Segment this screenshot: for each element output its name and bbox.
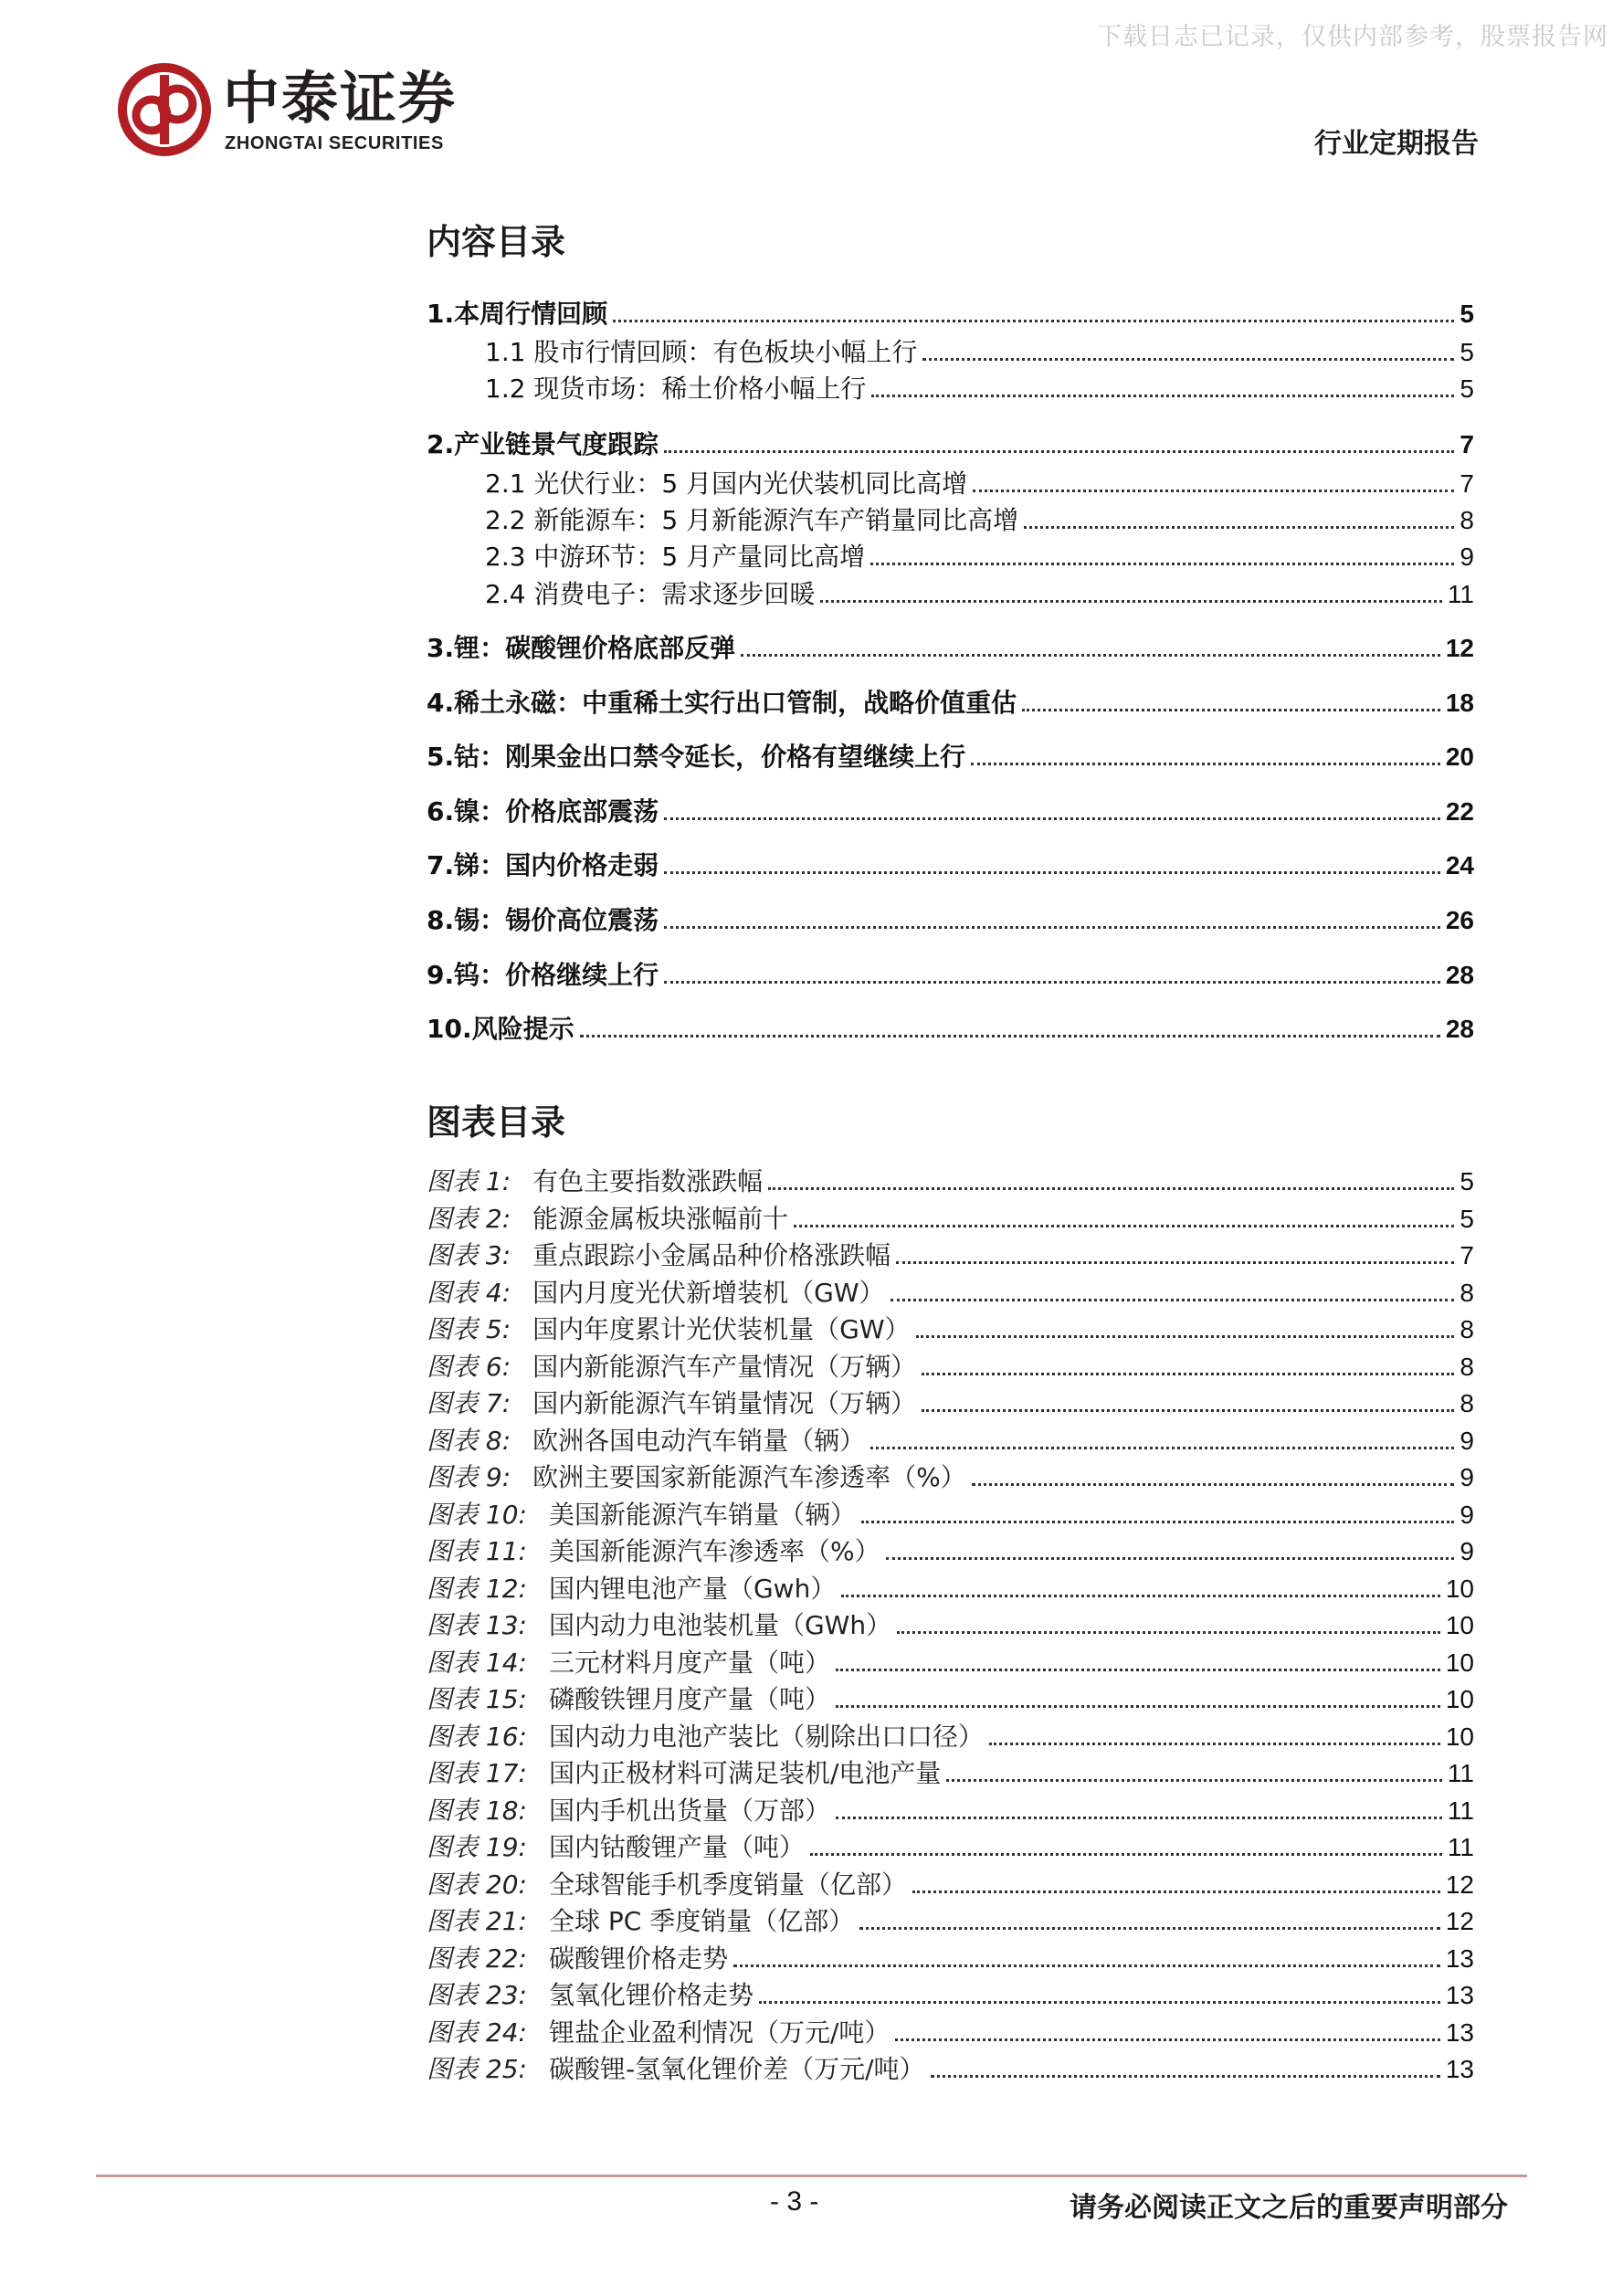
figure-leader-dots bbox=[916, 1335, 1455, 1338]
toc-leader-dots bbox=[664, 926, 1440, 929]
figure-number: 图表 11: bbox=[427, 1536, 527, 1566]
figure-entry-label bbox=[427, 1349, 916, 1385]
company-logo bbox=[117, 62, 501, 163]
figure-entry[interactable] bbox=[427, 2015, 1474, 2051]
figure-entry-page: 12 bbox=[1445, 1870, 1474, 1899]
toc-leader-dots bbox=[664, 817, 1440, 820]
figure-leader-dots bbox=[841, 1595, 1440, 1597]
toc-entry-page: 22 bbox=[1445, 797, 1474, 826]
figure-title: 美国新能源汽车销量（辆） bbox=[548, 1500, 856, 1530]
figure-entry[interactable] bbox=[427, 1941, 1474, 1977]
figure-title: 国内年度累计光伏装机量（GW） bbox=[532, 1314, 911, 1344]
toc-entry[interactable] bbox=[427, 630, 1474, 667]
toc-entry-page: 26 bbox=[1445, 906, 1474, 934]
figure-number: 图表 3: bbox=[427, 1240, 511, 1270]
figure-leader-dots bbox=[859, 1927, 1440, 1930]
toc-leader-dots bbox=[1022, 709, 1440, 711]
figure-title: 国内锂电池产量（Gwh） bbox=[548, 1574, 837, 1604]
figure-title: 国内正极材料可满足装机/电池产量 bbox=[548, 1758, 942, 1788]
figure-leader-dots bbox=[895, 2038, 1439, 2041]
figure-entry[interactable] bbox=[427, 1681, 1474, 1718]
figure-entry[interactable] bbox=[427, 1201, 1474, 1238]
figure-title: 欧洲主要国家新能源汽车渗透率（%） bbox=[532, 1462, 966, 1492]
figure-number: 图表 14: bbox=[427, 1648, 527, 1678]
figure-title: 磷酸铁锂月度产量（吨） bbox=[548, 1684, 830, 1714]
toc-entry-label: 2.3 中游环节：5 月产量同比高增 bbox=[485, 542, 866, 572]
figure-number: 图表 12: bbox=[427, 1574, 527, 1604]
footer-divider bbox=[96, 2175, 1527, 2177]
figure-entry-page: 10 bbox=[1445, 1575, 1474, 1603]
figure-number: 图表 4: bbox=[427, 1278, 511, 1308]
figure-entry[interactable] bbox=[427, 1459, 1474, 1496]
figure-title: 国内新能源汽车产量情况（万辆） bbox=[532, 1352, 917, 1382]
figure-leader-dots bbox=[759, 2001, 1440, 2004]
figure-number: 图表 16: bbox=[427, 1722, 527, 1752]
toc-entry-label: 1.1 股市行情回顾：有色板块小幅上行 bbox=[485, 337, 918, 367]
toc-entry-label: 9.钨：价格继续上行 bbox=[427, 960, 659, 990]
figure-title: 重点跟踪小金属品种价格涨跌幅 bbox=[532, 1240, 891, 1270]
figure-number: 图表 22: bbox=[427, 1943, 527, 1974]
toc-entry[interactable] bbox=[485, 466, 1474, 502]
figure-title: 碳酸锂-氢氧化锂价差（万元/吨） bbox=[548, 2054, 925, 2084]
figure-number: 图表 20: bbox=[427, 1869, 527, 1900]
figure-entry-label bbox=[427, 1201, 788, 1238]
toc-entry-page: 7 bbox=[1460, 430, 1474, 458]
figure-entry[interactable] bbox=[427, 1349, 1474, 1385]
figure-entry[interactable] bbox=[427, 1645, 1474, 1681]
toc-entry-label: 4.稀土永磁：中重稀土实行出口管制，战略价值重估 bbox=[427, 688, 1017, 718]
figure-entry[interactable] bbox=[427, 1423, 1474, 1459]
figure-entry-page: 5 bbox=[1460, 1205, 1474, 1233]
toc-leader-dots bbox=[870, 563, 1454, 565]
disclaimer-text: 请务必阅读正文之后的重要声明部分 bbox=[1070, 2192, 1508, 2224]
figure-entry-label bbox=[427, 1977, 754, 2014]
figure-entry-label bbox=[427, 1681, 830, 1718]
figure-entry[interactable] bbox=[427, 1903, 1474, 1940]
figure-entry[interactable] bbox=[427, 1867, 1474, 1903]
figure-number: 图表 1: bbox=[427, 1166, 511, 1196]
figure-leader-dots bbox=[912, 1891, 1440, 1893]
zhongtai-logo-icon bbox=[117, 62, 212, 157]
figure-entry-label bbox=[427, 1607, 891, 1644]
figure-entry-page: 9 bbox=[1460, 1463, 1474, 1491]
figure-number: 图表 9: bbox=[427, 1462, 511, 1492]
figure-entry[interactable] bbox=[427, 1607, 1474, 1644]
toc-entry-label: 3.锂：碳酸锂价格底部反弹 bbox=[427, 633, 736, 663]
figure-title: 能源金属板块涨幅前十 bbox=[532, 1204, 789, 1234]
watermark: 下载日志已记录，仅供内部参考，股票报告网 bbox=[1097, 23, 1608, 51]
toc-leader-dots bbox=[741, 654, 1440, 657]
figure-entry-label bbox=[427, 1941, 728, 1977]
figure-entry-page: 8 bbox=[1460, 1315, 1474, 1343]
figure-entry[interactable] bbox=[427, 1164, 1474, 1200]
figure-leader-dots bbox=[836, 1669, 1440, 1671]
toc-entry[interactable] bbox=[485, 539, 1474, 575]
toc-entry[interactable] bbox=[427, 739, 1474, 775]
figure-entry-label bbox=[427, 1497, 856, 1533]
figure-leader-dots bbox=[794, 1225, 1454, 1227]
figure-entry-page: 13 bbox=[1445, 1944, 1474, 1973]
figure-entry-label bbox=[427, 1571, 836, 1607]
toc-entry-label: 2.1 光伏行业：5 月国内光伏装机同比高增 bbox=[485, 469, 968, 499]
toc-entry-page: 8 bbox=[1460, 506, 1474, 534]
figure-leader-dots bbox=[861, 1521, 1454, 1523]
figure-entry-label bbox=[427, 1903, 854, 1940]
figure-entry-label bbox=[427, 1533, 880, 1570]
toc-leader-dots bbox=[613, 320, 1454, 322]
figure-entry-page: 11 bbox=[1447, 1759, 1474, 1787]
figure-number: 图表 6: bbox=[427, 1352, 511, 1382]
figure-leader-dots bbox=[896, 1261, 1454, 1264]
figure-number: 图表 25: bbox=[427, 2054, 527, 2084]
figure-leader-dots bbox=[922, 1409, 1454, 1412]
figure-title: 全球 PC 季度销量（亿部） bbox=[548, 1906, 855, 1936]
figure-entry[interactable] bbox=[427, 1533, 1474, 1570]
page-number: - 3 - bbox=[770, 2186, 819, 2217]
figure-leader-dots bbox=[886, 1557, 1455, 1560]
figure-entry-label bbox=[427, 1645, 830, 1681]
figure-entry-label bbox=[427, 1719, 984, 1755]
toc-entry[interactable] bbox=[485, 576, 1474, 613]
figure-entry-page: 11 bbox=[1447, 1796, 1474, 1825]
figure-number: 图表 5: bbox=[427, 1314, 511, 1344]
figure-title: 锂盐企业盈利情况（万元/吨） bbox=[548, 2017, 891, 2048]
toc-entry-page: 20 bbox=[1445, 743, 1474, 771]
figure-number: 图表 23: bbox=[427, 1980, 527, 2010]
figure-entry[interactable] bbox=[427, 1829, 1474, 1866]
figure-number: 图表 13: bbox=[427, 1610, 527, 1640]
toc-leader-dots bbox=[871, 395, 1454, 397]
figure-entry[interactable] bbox=[427, 1238, 1474, 1274]
figure-entry-label bbox=[427, 1275, 885, 1311]
figure-number: 图表 21: bbox=[427, 1906, 527, 1936]
toc-entry-label: 2.产业链景气度跟踪 bbox=[427, 429, 659, 459]
figure-entry[interactable] bbox=[427, 1793, 1474, 1829]
toc-entry-label: 1.本周行情回顾 bbox=[427, 299, 608, 329]
figure-entry-page: 8 bbox=[1460, 1389, 1474, 1417]
toc-leader-dots bbox=[580, 1035, 1440, 1037]
figure-entry[interactable] bbox=[427, 1311, 1474, 1348]
figure-title: 国内动力电池装机量（GWh） bbox=[548, 1610, 892, 1640]
figure-number: 图表 19: bbox=[427, 1832, 527, 1862]
figure-number: 图表 8: bbox=[427, 1426, 511, 1456]
toc-entry-label: 1.2 现货市场：稀土价格小幅上行 bbox=[485, 374, 867, 404]
figure-number: 图表 2: bbox=[427, 1204, 511, 1234]
toc-entry[interactable] bbox=[427, 685, 1474, 721]
toc-entry-page: 7 bbox=[1460, 469, 1474, 498]
figure-entry-page: 8 bbox=[1460, 1279, 1474, 1307]
toc-entry[interactable] bbox=[427, 794, 1474, 830]
figure-entry[interactable] bbox=[427, 1719, 1474, 1755]
toc-entry-page: 5 bbox=[1460, 300, 1474, 328]
figure-leader-dots bbox=[972, 1483, 1455, 1486]
toc-entry-page: 12 bbox=[1445, 634, 1474, 662]
figure-entry-label bbox=[427, 1867, 907, 1903]
toc-entry[interactable] bbox=[427, 957, 1474, 994]
toc-entry[interactable] bbox=[485, 502, 1474, 539]
figure-number: 图表 7: bbox=[427, 1388, 511, 1418]
figure-leader-dots bbox=[931, 2075, 1440, 2078]
figure-entry-page: 12 bbox=[1445, 1907, 1474, 1935]
figure-number: 图表 18: bbox=[427, 1796, 527, 1826]
figure-leader-dots bbox=[922, 1373, 1454, 1375]
figure-entry[interactable] bbox=[427, 1571, 1474, 1607]
toc-entry-page: 5 bbox=[1460, 338, 1474, 366]
toc-entry-page: 18 bbox=[1445, 689, 1474, 717]
figure-leader-dots bbox=[810, 1853, 1442, 1856]
figure-title: 欧洲各国电动汽车销量（辆） bbox=[532, 1426, 866, 1456]
figure-leader-dots bbox=[897, 1631, 1440, 1634]
toc-entry[interactable] bbox=[427, 902, 1474, 939]
figure-entry-label bbox=[427, 1423, 865, 1459]
toc-title: 内容目录 bbox=[427, 222, 566, 262]
figure-entry-page: 8 bbox=[1460, 1353, 1474, 1381]
figure-leader-dots bbox=[891, 1299, 1455, 1301]
toc-entry-label: 7.锑：国内价格走弱 bbox=[427, 850, 659, 880]
figure-entry-label bbox=[427, 1238, 891, 1274]
figure-title: 三元材料月度产量（吨） bbox=[548, 1648, 830, 1678]
figure-leader-dots bbox=[733, 1964, 1440, 1967]
figure-title: 国内月度光伏新增装机（GW） bbox=[532, 1278, 885, 1308]
figure-entry-page: 9 bbox=[1460, 1427, 1474, 1455]
toc-leader-dots bbox=[664, 450, 1454, 453]
figure-number: 图表 10: bbox=[427, 1500, 527, 1530]
toc-entry-page: 28 bbox=[1445, 1015, 1474, 1043]
figure-entry-label bbox=[427, 1793, 830, 1829]
figure-entry-page: 9 bbox=[1460, 1501, 1474, 1529]
figure-entry-label bbox=[427, 1385, 916, 1422]
toc-leader-dots bbox=[820, 600, 1441, 603]
toc-entry-label: 2.2 新能源车：5 月新能源汽车产销量同比高增 bbox=[485, 505, 1019, 535]
toc-entry[interactable] bbox=[485, 371, 1474, 407]
figure-leader-dots bbox=[768, 1187, 1454, 1190]
figure-leader-dots bbox=[946, 1779, 1442, 1782]
toc-entry-label: 10.风险提示 bbox=[427, 1014, 574, 1044]
figure-entry[interactable] bbox=[427, 1385, 1474, 1422]
figure-entry-page: 13 bbox=[1445, 2055, 1474, 2083]
toc-entry[interactable] bbox=[427, 1011, 1474, 1048]
figure-entry-label bbox=[427, 1311, 911, 1348]
figure-entry-page: 13 bbox=[1445, 1981, 1474, 2009]
figure-leader-dots bbox=[836, 1705, 1440, 1708]
figure-entry[interactable] bbox=[427, 1977, 1474, 2014]
figure-entry[interactable] bbox=[427, 2051, 1474, 2088]
toc-entry[interactable] bbox=[485, 334, 1474, 371]
toc-leader-dots bbox=[922, 358, 1454, 361]
toc-entry-page: 11 bbox=[1447, 580, 1474, 608]
toc-entry-label: 6.镍：价格底部震荡 bbox=[427, 796, 659, 827]
toc-entry-label: 8.锡：锡价高位震荡 bbox=[427, 905, 659, 935]
logo-chinese-name: 中泰证券 bbox=[223, 65, 458, 132]
figure-title: 国内新能源汽车销量情况（万辆） bbox=[532, 1388, 917, 1418]
report-type-label: 行业定期报告 bbox=[1314, 128, 1479, 160]
figure-leader-dots bbox=[870, 1447, 1454, 1449]
figure-leader-dots bbox=[989, 1743, 1440, 1745]
figure-entry-page: 7 bbox=[1460, 1241, 1474, 1269]
figure-entry-page: 10 bbox=[1445, 1685, 1474, 1713]
figure-entry-label bbox=[427, 2015, 890, 2051]
figure-title: 氢氧化锂价格走势 bbox=[548, 1980, 754, 2010]
figure-title: 全球智能手机季度销量（亿部） bbox=[548, 1869, 907, 1900]
figure-entry-page: 10 bbox=[1445, 1722, 1474, 1751]
figure-leader-dots bbox=[836, 1817, 1442, 1819]
figure-entry-page: 11 bbox=[1447, 1833, 1474, 1861]
toc-entry-label: 2.4 消费电子：需求逐步回暖 bbox=[485, 579, 816, 609]
figure-entry-page: 9 bbox=[1460, 1537, 1474, 1565]
toc-leader-dots bbox=[664, 981, 1440, 984]
logo-english-name: ZHONGTAI SECURITIES bbox=[225, 133, 444, 153]
toc-leader-dots bbox=[971, 763, 1440, 765]
figure-entry-label bbox=[427, 1459, 966, 1496]
toc-leader-dots bbox=[973, 490, 1454, 492]
figure-title: 国内钴酸锂产量（吨） bbox=[548, 1832, 805, 1862]
figures-title: 图表目录 bbox=[427, 1102, 566, 1143]
figure-title: 美国新能源汽车渗透率（%） bbox=[548, 1536, 880, 1566]
toc-entry-page: 28 bbox=[1445, 961, 1474, 989]
figure-entry-page: 10 bbox=[1445, 1648, 1474, 1677]
figure-title: 碳酸锂价格走势 bbox=[548, 1943, 728, 1974]
figure-entry-label bbox=[427, 1755, 941, 1792]
toc-entry[interactable] bbox=[427, 296, 1474, 332]
figure-number: 图表 24: bbox=[427, 2017, 527, 2048]
figure-entry-page: 10 bbox=[1445, 1611, 1474, 1639]
toc-entry-page: 9 bbox=[1460, 542, 1474, 571]
toc-entry[interactable] bbox=[427, 427, 1474, 463]
figure-number: 图表 17: bbox=[427, 1758, 527, 1788]
toc-entry[interactable] bbox=[427, 848, 1474, 884]
figure-title: 国内动力电池产装比（剔除出口口径） bbox=[548, 1722, 984, 1752]
toc-leader-dots bbox=[664, 871, 1440, 874]
figure-entry[interactable] bbox=[427, 1497, 1474, 1533]
figure-entry-label bbox=[427, 1829, 805, 1866]
toc-leader-dots bbox=[1024, 526, 1454, 529]
figure-entry[interactable] bbox=[427, 1275, 1474, 1311]
toc-entry-page: 24 bbox=[1445, 851, 1474, 879]
figure-entry-page: 5 bbox=[1460, 1167, 1474, 1195]
figure-entry-label bbox=[427, 1164, 763, 1200]
toc-entry-page: 5 bbox=[1460, 374, 1474, 403]
figure-number: 图表 15: bbox=[427, 1684, 527, 1714]
figure-entry[interactable] bbox=[427, 1755, 1474, 1792]
figure-entry-page: 13 bbox=[1445, 2018, 1474, 2047]
figure-entry-label bbox=[427, 2051, 925, 2088]
figure-title: 国内手机出货量（万部） bbox=[548, 1796, 830, 1826]
toc-entry-label: 5.钴：刚果金出口禁令延长，价格有望继续上行 bbox=[427, 742, 966, 772]
figure-title: 有色主要指数涨跌幅 bbox=[532, 1166, 764, 1196]
